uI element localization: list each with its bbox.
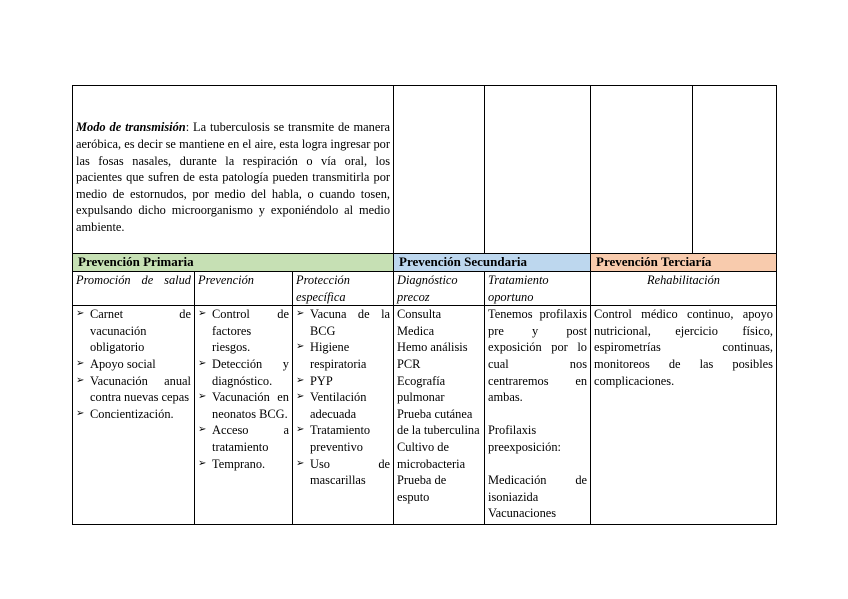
list-item: Cultivo de microbacteria <box>397 439 466 471</box>
list-item: ➢ PYP <box>296 373 390 390</box>
empty-cell <box>394 86 485 254</box>
primary-prevention-header: Prevención Primaria <box>73 254 394 272</box>
list-item: ➢ Concientización. <box>76 406 191 423</box>
transmission-mode-heading: Modo de transmisión <box>76 120 186 135</box>
list-item: ➢ Temprano. <box>198 456 289 473</box>
subheader-diagnostico: Diagnóstico precoz <box>394 272 485 306</box>
list-item: ➢ Detección y diagnóstico. <box>198 356 289 389</box>
list-item: ➢ Vacunación en neonatos BCG. <box>198 389 289 422</box>
list-item: ➢ Apoyo social <box>76 356 191 373</box>
subheader-tratamiento: Tratamiento oportuno <box>485 272 591 306</box>
list-item: Hemo análisis <box>397 340 468 355</box>
list-item: Ecografía pulmonar <box>397 373 446 405</box>
list-item: ➢ Tratamiento preventivo <box>296 422 390 455</box>
diagnostico-cell <box>394 306 485 525</box>
subheader-rehabilitacion: Rehabilitación <box>591 272 777 306</box>
list-item: Prueba de esputo <box>397 473 447 504</box>
secondary-prevention-header: Prevención Secundaria <box>394 254 591 272</box>
list-item: ➢ Uso de mascarillas <box>296 456 390 489</box>
subheader-prevencion: Prevención <box>195 272 293 306</box>
empty-cell <box>485 86 591 254</box>
empty-cell <box>591 86 693 254</box>
list-item: ➢ Vacuna de la BCG <box>296 306 390 339</box>
tratamiento-paragraph: Profilaxis preexposición: <box>488 423 561 454</box>
tratamiento-paragraph: Medicación de isoniazida <box>488 473 588 504</box>
list-item: ➢ Vacunación anual contra nuevas cepas <box>76 373 191 406</box>
list-item: ➢ Control de factores riesgos. <box>198 306 289 356</box>
rehabilitacion-cell: Control médico continuo, apoyo nutricional, ejercicio físico, espirometrías continuas, monitoreos de las posibles complicaciones. <box>591 306 777 525</box>
empty-cell <box>693 86 777 254</box>
list-item: Consulta Medica <box>397 307 442 338</box>
tertiary-prevention-header: Prevención Terciaría <box>591 254 777 272</box>
list-item: PCR <box>397 356 421 371</box>
list-item: ➢ Higiene respiratoria <box>296 339 390 372</box>
subheader-promocion: Promoción de salud <box>73 272 195 306</box>
tratamiento-paragraph: Tenemos profilaxis pre y post exposición por lo cual nos centraremos en ambas. <box>488 307 588 405</box>
list-item: ➢ Ventilación adecuada <box>296 389 390 422</box>
transmission-mode-text: : La tuberculosis se transmite de manera aeróbica, es decir se mantiene en el aire, esta logra ingresar por las fosas nasales, durante la respiración o vía oral, los pacientes que sufren de esta patología pueden transmitirla por medio de estornudos, por medio del habla, o cuando tosen, expulsando dicho microorganismo y exponiéndolo al medio ambiente. <box>76 120 391 234</box>
list-item: Prueba cutánea de la tuberculina <box>397 406 480 438</box>
tratamiento-cell <box>485 306 591 525</box>
prevencion-cell <box>195 306 293 525</box>
promocion-cell <box>73 306 195 525</box>
transmission-mode-cell <box>73 86 394 254</box>
subheader-proteccion: Protección específica <box>293 272 394 306</box>
prevention-table <box>72 85 777 525</box>
tratamiento-paragraph: Vacunaciones <box>488 506 557 521</box>
list-item: ➢ Acceso a tratamiento <box>198 422 289 455</box>
proteccion-cell <box>293 306 394 525</box>
list-item: ➢ Carnet de vacunación obligatorio <box>76 306 191 356</box>
